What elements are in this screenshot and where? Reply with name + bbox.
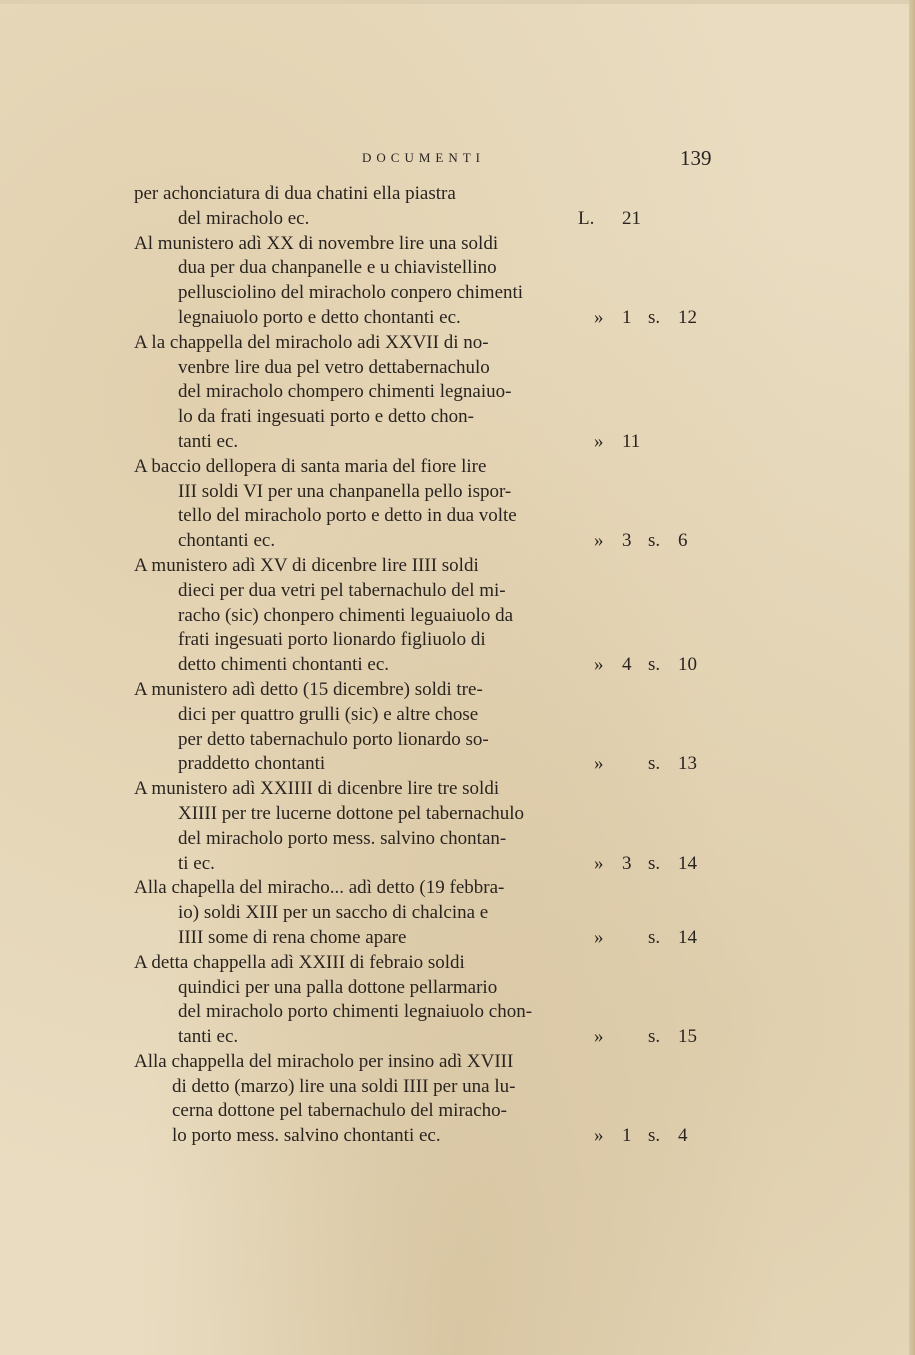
amount-soldi-label: s.	[648, 306, 661, 328]
ledger-entry	[0, 777, 915, 876]
entry-text: pellusciolino del miracholo conpero chimenti	[178, 282, 524, 304]
amount-soldi-label: s.	[648, 852, 661, 874]
entry-first-line	[0, 951, 915, 976]
amount-soldi: 4	[678, 1125, 688, 1147]
ledger-entries	[0, 182, 915, 1149]
entry-continuation-line	[0, 430, 915, 455]
entry-continuation-line	[0, 852, 915, 877]
entry-continuation-line	[0, 703, 915, 728]
entry-text: legnaiuolo porto e detto chontanti ec.	[178, 306, 461, 328]
entry-continuation-line	[0, 1124, 915, 1149]
amount-mark: »	[594, 753, 604, 775]
entry-continuation-line	[0, 802, 915, 827]
entry-text: Alla chapella del miracho... adì detto (19 febbra-	[134, 877, 505, 899]
entry-continuation-line	[0, 380, 915, 405]
entry-text: del miracholo chompero chimenti legnaiuo-	[178, 381, 512, 403]
entry-text: lo da frati ingesuati porto e detto chon-	[178, 406, 474, 428]
entry-continuation-line	[0, 504, 915, 529]
amount-lire: 1	[622, 1125, 632, 1147]
ledger-entry	[0, 678, 915, 777]
amount-mark: »	[594, 852, 604, 874]
entry-text: lo porto mess. salvino chontanti ec.	[172, 1125, 441, 1147]
entry-amount	[560, 653, 710, 678]
entry-continuation-line	[0, 256, 915, 281]
entry-first-line	[0, 331, 915, 356]
amount-soldi: 6	[678, 530, 688, 552]
entry-continuation-line	[0, 628, 915, 653]
ledger-entry	[0, 876, 915, 950]
entry-text: detto chimenti chontanti ec.	[178, 654, 390, 676]
amount-mark: »	[594, 306, 604, 328]
ledger-entry	[0, 1050, 915, 1149]
ledger-entry	[0, 331, 915, 455]
entry-text: A baccio dellopera di santa maria del fiore lire	[134, 455, 487, 477]
entry-first-line	[0, 1050, 915, 1075]
entry-continuation-line	[0, 901, 915, 926]
entry-continuation-line	[0, 480, 915, 505]
entry-text: XIIII per tre lucerne dottone pel tabernachulo	[178, 802, 525, 824]
entry-amount	[560, 926, 710, 951]
entry-text: tello del miracholo porto e detto in dua volte	[178, 505, 517, 527]
amount-soldi: 14	[678, 852, 697, 874]
amount-soldi-label: s.	[648, 530, 661, 552]
entry-text: dici per quattro grulli (sic) e altre chose	[178, 703, 479, 725]
entry-continuation-line	[0, 604, 915, 629]
amount-lire: 21	[622, 207, 641, 229]
page-header	[0, 146, 915, 174]
page-top-edge	[0, 0, 915, 4]
entry-text: Al munistero adì XX di novembre lire una soldi	[134, 232, 499, 254]
entry-continuation-line	[0, 1000, 915, 1025]
entry-text: del miracholo ec.	[178, 207, 310, 229]
entry-text: io) soldi XIII per un saccho di chalcina e	[178, 902, 489, 924]
entry-text: del miracholo porto chimenti legnaiuolo chon-	[178, 1001, 533, 1023]
ledger-entry	[0, 554, 915, 678]
entry-text: tanti ec.	[178, 1026, 239, 1048]
entry-continuation-line	[0, 356, 915, 381]
ledger-entry	[0, 182, 915, 232]
entry-continuation-line	[0, 306, 915, 331]
entry-text: dua per dua chanpanelle e u chiavistellino	[178, 257, 497, 279]
entry-continuation-line	[0, 529, 915, 554]
entry-text: IIII some di rena chome apare	[178, 926, 407, 948]
entry-first-line	[0, 876, 915, 901]
entry-continuation-line	[0, 653, 915, 678]
entry-amount	[560, 1124, 710, 1149]
entry-text: ti ec.	[178, 852, 215, 874]
entry-first-line	[0, 232, 915, 257]
amount-soldi-label: s.	[648, 654, 661, 676]
entry-first-line	[0, 678, 915, 703]
entry-amount	[560, 430, 710, 455]
ledger-entry	[0, 951, 915, 1050]
entry-continuation-line	[0, 926, 915, 951]
entry-text: A munistero adì XXIIII di dicenbre lire tre soldi	[134, 778, 500, 800]
entry-text: dieci per dua vetri pel tabernachulo del mi-	[178, 579, 506, 601]
amount-soldi: 15	[678, 1026, 697, 1048]
entry-first-line	[0, 554, 915, 579]
amount-lire: 3	[622, 852, 632, 874]
amount-soldi: 13	[678, 753, 697, 775]
entry-continuation-line	[0, 1099, 915, 1124]
amount-lire: 3	[622, 530, 632, 552]
amount-soldi-label: s.	[648, 1125, 661, 1147]
entry-text: III soldi VI per una chanpanella pello ispor-	[178, 480, 512, 502]
entry-amount	[560, 529, 710, 554]
entry-text: di detto (marzo) lire una soldi IIII per una lu-	[172, 1075, 516, 1097]
amount-mark: »	[594, 654, 604, 676]
entry-text: A detta chappella adì XXIII di febraio soldi	[134, 951, 465, 973]
amount-lire: 4	[622, 654, 632, 676]
amount-mark: »	[594, 430, 604, 452]
amount-soldi-label: s.	[648, 1026, 661, 1048]
entry-continuation-line	[0, 1075, 915, 1100]
entry-first-line	[0, 182, 915, 207]
entry-text: per detto tabernachulo porto lionardo so-	[178, 728, 489, 750]
ledger-entry	[0, 455, 915, 554]
entry-text: praddetto chontanti	[178, 753, 326, 775]
amount-mark: »	[594, 926, 604, 948]
entry-text: chontanti ec.	[178, 530, 276, 552]
entry-amount	[560, 207, 710, 232]
entry-amount	[560, 752, 710, 777]
entry-text: cerna dottone pel tabernachulo del miracho-	[172, 1100, 507, 1122]
entry-first-line	[0, 777, 915, 802]
running-head: DOCUMENTI	[362, 150, 485, 165]
entry-amount	[560, 852, 710, 877]
entry-text: Alla chappella del miracholo per insino adì XVIII	[134, 1050, 514, 1072]
amount-soldi-label: s.	[648, 753, 661, 775]
amount-mark: »	[594, 530, 604, 552]
entry-continuation-line	[0, 207, 915, 232]
amount-lire: 11	[622, 430, 641, 452]
entry-continuation-line	[0, 752, 915, 777]
entry-continuation-line	[0, 1025, 915, 1050]
entry-text: A la chappella del miracholo adi XXVII di no-	[134, 331, 489, 353]
amount-soldi-label: s.	[648, 926, 661, 948]
entry-text: venbre lire dua pel vetro dettabernachulo	[178, 356, 490, 378]
entry-continuation-line	[0, 976, 915, 1001]
entry-text: racho (sic) chonpero chimenti leguaiuolo da	[178, 604, 514, 626]
amount-mark: »	[594, 1125, 604, 1147]
entry-text: quindici per una palla dottone pellarmario	[178, 976, 498, 998]
entry-text: frati ingesuati porto lionardo figliuolo di	[178, 629, 486, 651]
page-number: 139	[680, 146, 712, 170]
entry-continuation-line	[0, 281, 915, 306]
amount-soldi: 10	[678, 654, 697, 676]
amount-mark: »	[594, 1026, 604, 1048]
entry-text: per achonciatura di dua chatini ella piastra	[134, 183, 456, 204]
amount-soldi: 14	[678, 926, 697, 948]
entry-continuation-line	[0, 827, 915, 852]
entry-text: tanti ec.	[178, 430, 239, 452]
ledger-entry	[0, 232, 915, 331]
entry-first-line	[0, 455, 915, 480]
amount-mark: L.	[578, 207, 595, 229]
entry-text: del miracholo porto mess. salvino chontan-	[178, 827, 507, 849]
amount-soldi: 12	[678, 306, 697, 328]
amount-lire: 1	[622, 306, 632, 328]
entry-continuation-line	[0, 579, 915, 604]
entry-continuation-line	[0, 728, 915, 753]
entry-text: A munistero adì detto (15 dicembre) soldi tre-	[134, 678, 483, 700]
entry-amount	[560, 1025, 710, 1050]
entry-amount	[560, 306, 710, 331]
entry-continuation-line	[0, 405, 915, 430]
entry-text: A munistero adì XV di dicenbre lire IIII soldi	[134, 554, 479, 576]
